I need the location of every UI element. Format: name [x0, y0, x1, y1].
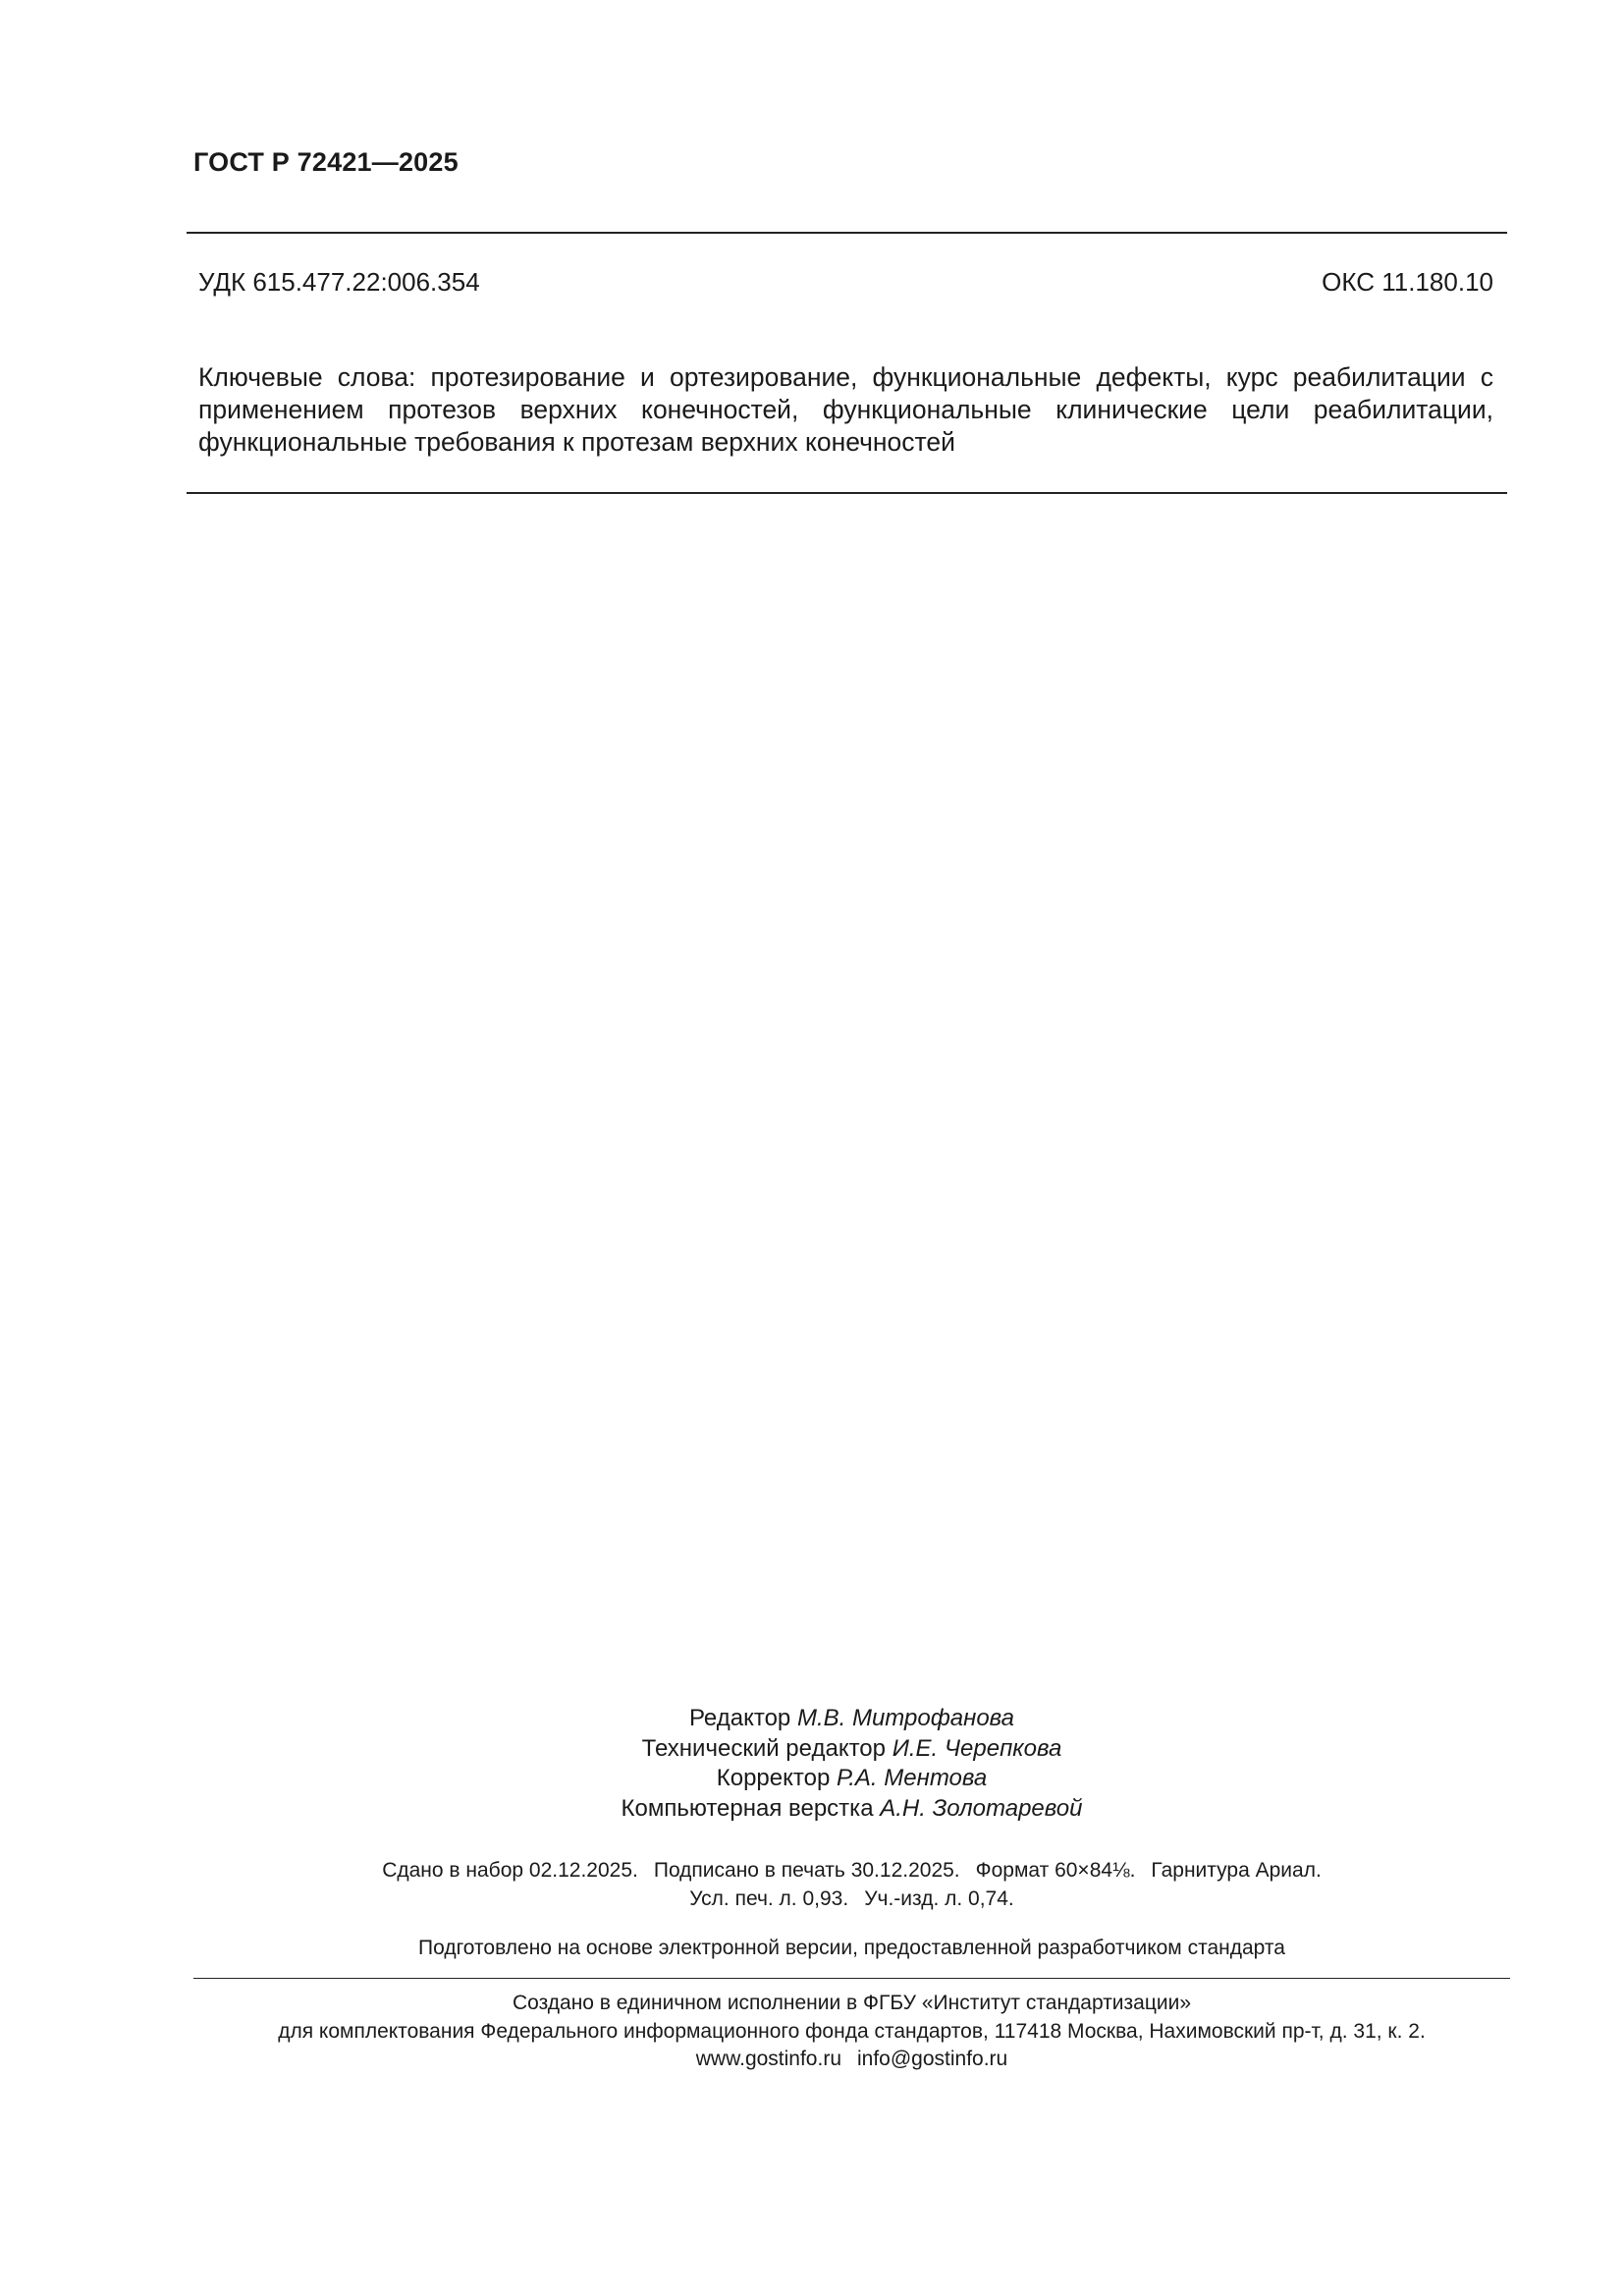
document-code: ГОСТ Р 72421—2025	[193, 147, 459, 177]
publisher-divider	[193, 1978, 1510, 1979]
credit-role: Редактор	[688, 1705, 791, 1731]
edition-sheets: Уч.-изд. л. 0,74.	[864, 1887, 1014, 1910]
website-link[interactable]: www.gostinfo.ru	[695, 2048, 841, 2070]
credit-technical-editor	[0, 1734, 1623, 1765]
credit-name: Р.А. Ментова	[836, 1765, 988, 1791]
printed-sheets: Усл. печ. л. 0,93.	[689, 1887, 849, 1910]
credit-role: Компьютерная верстка	[621, 1794, 874, 1822]
submitted-date: Сдано в набор 02.12.2025.	[382, 1859, 638, 1882]
credit-name: А.Н. Золотаревой	[880, 1794, 1083, 1822]
credit-role: Корректор	[716, 1765, 831, 1791]
credit-role: Технический редактор	[641, 1734, 887, 1762]
credit-name: И.Е. Черепкова	[892, 1734, 1062, 1762]
top-divider	[187, 232, 1507, 234]
publisher-contacts	[0, 2046, 1623, 2074]
udk-code: УДК 615.477.22:006.354	[198, 267, 480, 297]
publisher-block	[0, 1990, 1623, 2074]
keywords-divider	[187, 492, 1507, 494]
keywords-paragraph: Ключевые слова: протезирование и ортезирование, функциональные дефекты, курс реабилитации с применением протезов верхних конечностей, функциональные клинические цели реабилитации, функциональные требования к протезам верхних конечностей	[198, 362, 1493, 457]
print-info-line-1	[0, 1856, 1623, 1885]
print-info-block	[0, 1856, 1623, 1913]
print-info-line-2	[0, 1885, 1623, 1913]
paper-format: Формат 60×84⅛.	[975, 1859, 1136, 1882]
credits-block	[0, 1704, 1623, 1824]
publisher-line-1: Создано в единичном исполнении в ФГБУ «Институт стандартизации»	[512, 1992, 1192, 2014]
credit-layout	[0, 1794, 1623, 1825]
email-link[interactable]: info@gostinfo.ru	[857, 2048, 1008, 2070]
typeface: Гарнитура Ариал.	[1151, 1859, 1322, 1882]
prepared-note: Подготовлено на основе электронной версии, предоставленной разработчиком стандарта	[418, 1937, 1285, 1959]
credit-name: М.В. Митрофанова	[796, 1705, 1015, 1731]
signed-date: Подписано в печать 30.12.2025.	[653, 1859, 960, 1882]
credit-corrector	[0, 1764, 1623, 1794]
publisher-line-2: для комплектования Федерального информационного фонда стандартов, 117418 Москва, Нахимовский пр-т, д. 31, к. 2.	[278, 2019, 1426, 2043]
credit-editor	[0, 1704, 1623, 1734]
oks-code: ОКС 11.180.10	[1322, 267, 1493, 297]
